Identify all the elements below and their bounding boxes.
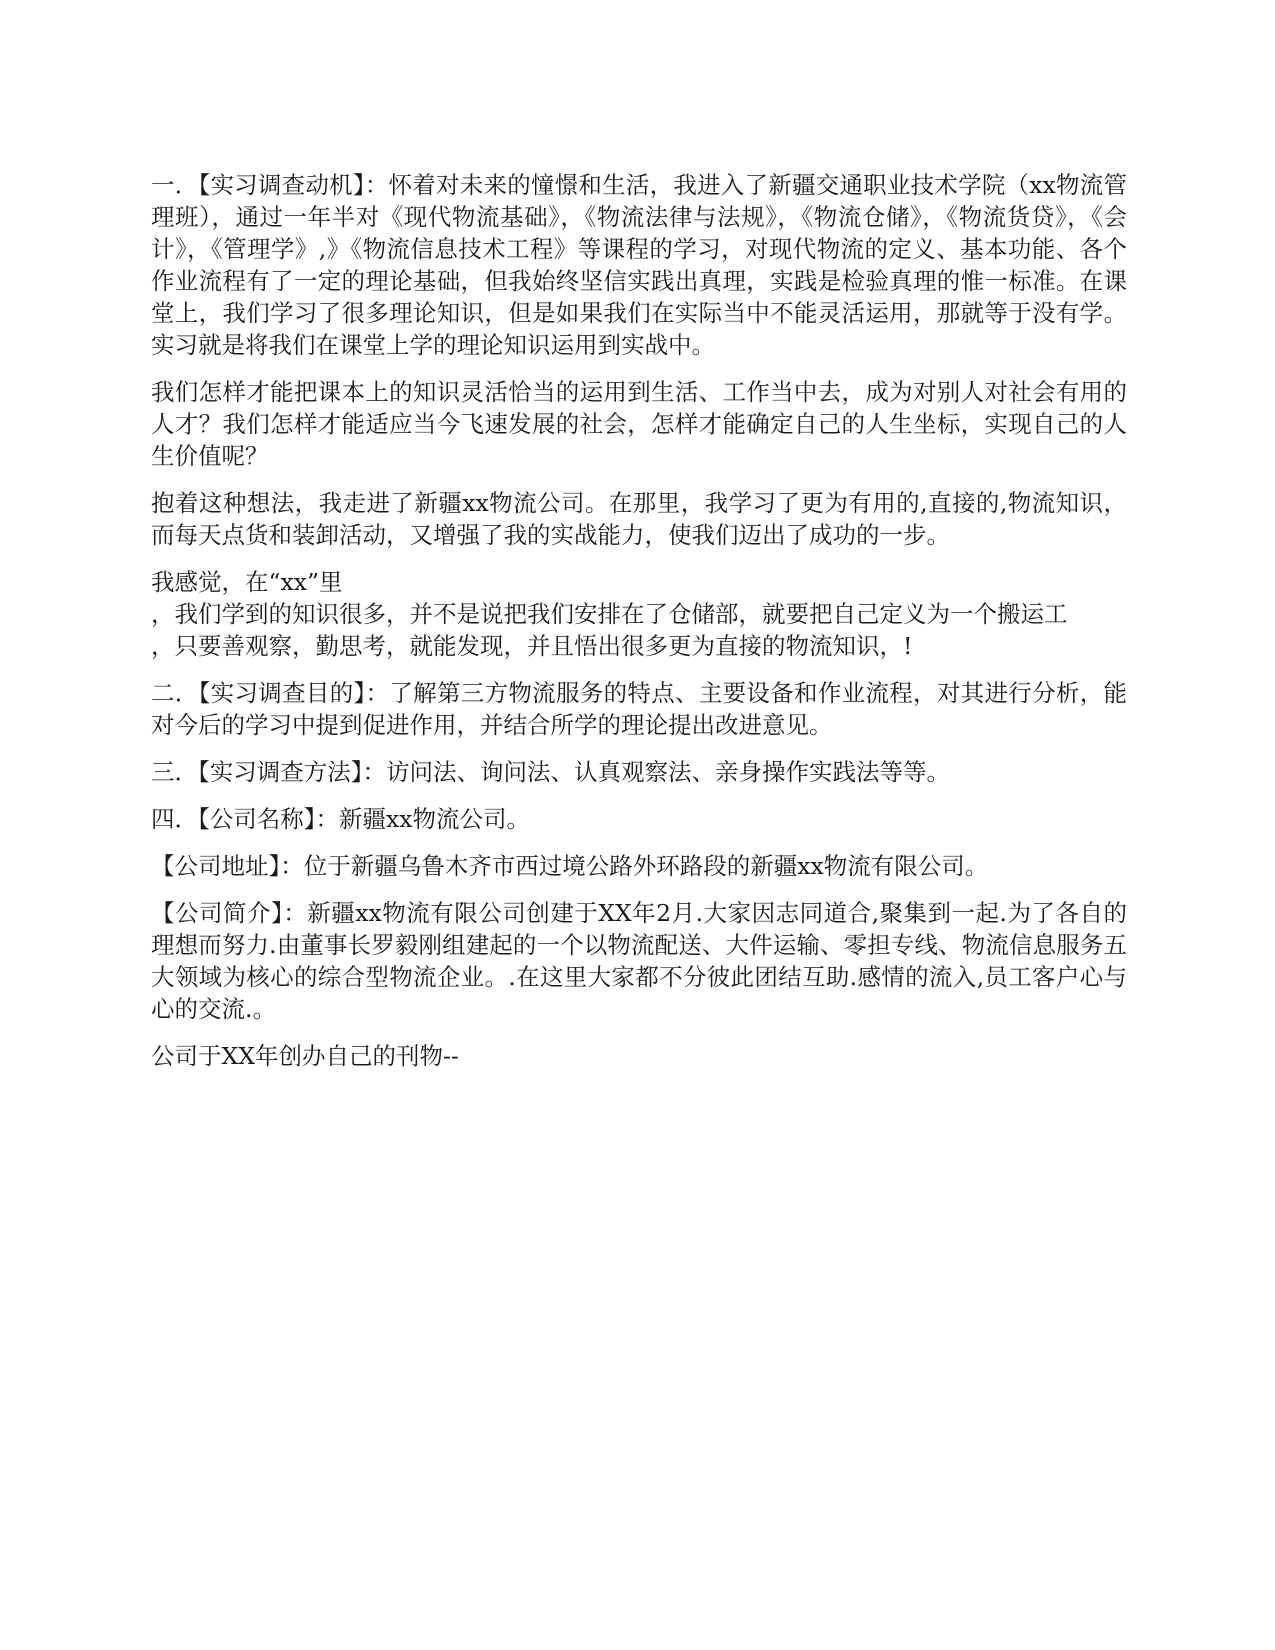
document-body: [151, 169, 1127, 1087]
paragraph-company-intro: 【公司简介】：新疆xx物流有限公司创建于XX年2月.大家因志同道合,聚集到一起.为了各自的理想而努力.由董事长罗毅刚组建起的一个以物流配送、大件运输、零担专线、物流信息服务五大领域为核心的综合型物流企业。.在这里大家都不分彼此团结互助.感情的流入,员工客户心与心的交流.。: [151, 899, 1127, 1023]
paragraph-method: 三．【实习调查方法】：访问法、询问法、认真观察法、亲身操作实践法等等。: [151, 758, 950, 786]
paragraph-feeling-line-3: ，只要善观察，勤思考，就能发现，并且悟出很多更为直接的物流知识，!: [151, 632, 913, 660]
paragraph-company-address: 【公司地址】：位于新疆乌鲁木齐市西过境公路外环路段的新疆xx物流有限公司。: [151, 852, 989, 880]
paragraph-company-entry: 抱着这种想法，我走进了新疆xx物流公司。在那里，我学习了更为有用的,直接的,物流知识，而每天点货和装卸活动，又增强了我的实战能力，使我们迈出了成功的一步。: [151, 489, 1127, 549]
paragraph-feeling: [151, 566, 1127, 662]
paragraph-purpose: 二．【实习调查目的】：了解第三方物流服务的特点、主要设备和作业流程，对其进行分析，能对今后的学习中提到促进作用，并结合所学的理论提出改进意见。: [151, 679, 1127, 739]
paragraph-motivation: 一．【实习调查动机】：怀着对未来的憧憬和生活，我进入了新疆交通职业技术学院（xx物流管理班），通过一年半对《现代物流基础》，《物流法律与法规》，《物流仓储》，《物流货贷》，《会计》，《管理学》,》《物流信息技术工程》等课程的学习，对现代物流的定义、基本功能、各个作业流程有了一定的理论基础，但我始终坚信实践出真理，实践是检验真理的惟一标准。在课堂上，我们学习了很多理论知识，但是如果我们在实际当中不能灵活运用，那就等于没有学。实习就是将我们在课堂上学的理论知识运用到实战中。: [151, 171, 1127, 359]
paragraph-questions: 我们怎样才能把课本上的知识灵活恰当的运用到生活、工作当中去，成为对别人对社会有用的人才？我们怎样才能适应当今飞速发展的社会，怎样才能确定自己的人生坐标，实现自己的人生价值呢？: [151, 378, 1127, 470]
paragraph-feeling-line-1: 我感觉，在“xx”里: [151, 568, 343, 596]
paragraph-company-name: 四．【公司名称】：新疆xx物流公司。: [151, 805, 531, 833]
paragraph-feeling-line-2: ，我们学到的知识很多，并不是说把我们安排在了仓储部，就要把自己定义为一个搬运工: [151, 600, 1068, 628]
paragraph-publication: 公司于XX年创办自己的刊物--: [151, 1042, 459, 1070]
